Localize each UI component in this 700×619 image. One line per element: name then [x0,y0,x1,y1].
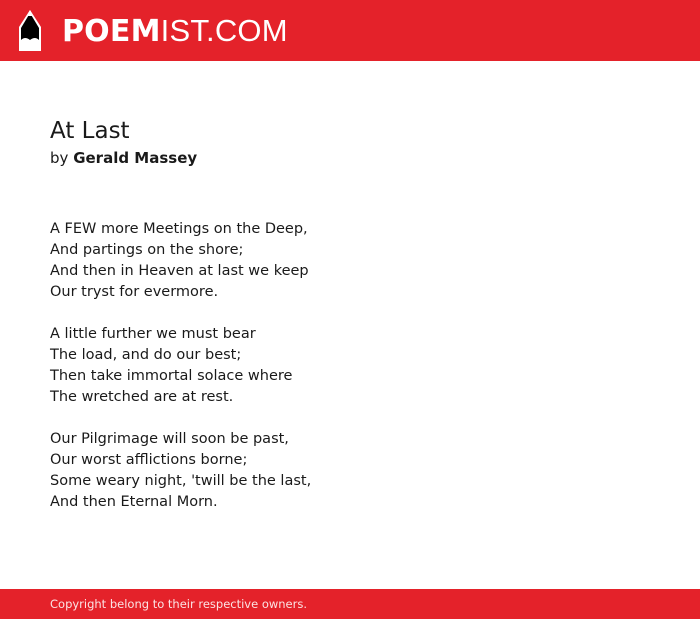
poem-title: At Last [50,118,130,144]
logo-light-part: IST.COM [160,12,288,48]
poem-line: The load, and do our best; [50,347,242,363]
stanza [50,324,650,408]
site-logo-text [62,9,288,54]
poem-line: And then in Heaven at last we keep [50,263,309,279]
logo-bold-part: POEM [62,13,161,49]
poem-line: Our tryst for evermore. [50,284,219,300]
poem-line: Our worst afflictions borne; [50,452,248,468]
poem-line: A little further we must bear [50,326,256,342]
poem-line: And then Eternal Morn. [50,494,218,510]
poem-author: Gerald Massey [73,149,198,167]
poem-content [50,116,650,534]
poem-line: Some weary night, 'twill be the last, [50,473,312,489]
byline-prefix: by [50,149,69,167]
site-logo-link[interactable] [18,9,288,53]
copyright-notice: Copyright belong to their respective owners. [50,597,308,611]
stanza [50,429,650,513]
pencil-icon [18,10,42,52]
poem-line: The wretched are at rest. [50,389,234,405]
site-header [0,0,700,61]
site-footer [0,589,700,619]
stanza [50,219,650,303]
poem-line: Our Pilgrimage will soon be past, [50,431,289,447]
poem-line: A FEW more Meetings on the Deep, [50,221,308,237]
poem-body [50,219,650,513]
poem-byline [50,147,650,169]
poem-line: Then take immortal solace where [50,368,293,384]
poem-line: And partings on the shore; [50,242,244,258]
